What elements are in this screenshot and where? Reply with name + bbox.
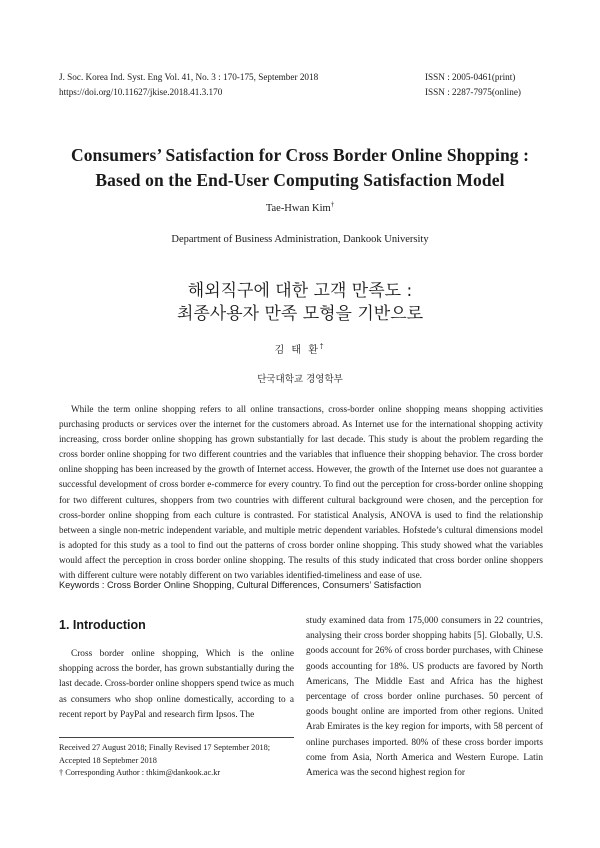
keywords-separator: : <box>99 580 108 590</box>
journal-citation: J. Soc. Korea Ind. Syst. Eng Vol. 41, No. 3 : 170-175, September 2018 <box>59 72 319 82</box>
journal-header <box>59 70 318 100</box>
corresponding-mark: † <box>330 200 335 209</box>
issn-print: ISSN : 2005-0461(print) <box>425 72 516 82</box>
received-date: Received 27 August 2018; Finally Revised 17 September 2018; <box>59 743 271 752</box>
keywords-label: Keywords <box>59 580 100 590</box>
intro-right-column: study examined data from 175,000 consumers in 22 countries, analysing their cross border shopping habits [5]. Globally, U.S. goods account for 26% of cross border purchases, with Chinese goods accounting for 18%. US products are favored by North Americans, The Middle East and Africa has the highest percentage of cross border online purchases. 50 percent of goods bought online are imported from other regions. United Arab Emirates is the key region for imports, with 58 percent of online purchases imported. 80% of these cross border imports come from Asia, North America and Western Europe. Latin America was the second highest region for <box>306 616 543 779</box>
corresponding-mark-ko: † <box>319 342 326 351</box>
title-en-line2: Based on the End-User Computing Satisfaction Model <box>95 170 505 190</box>
author-ko <box>0 341 600 356</box>
title-en-line1: Consumers’ Satisfaction for Cross Border Online Shopping : <box>70 145 530 165</box>
corresponding-author: † Corresponding Author : thkim@dankook.ac.kr <box>59 768 221 777</box>
footnote-divider <box>59 737 294 738</box>
author-en-name: Tae-Hwan Kim <box>265 203 331 214</box>
footnotes <box>59 742 294 780</box>
affiliation-en: Department of Business Administration, Dankook University <box>171 234 429 245</box>
title-ko-line2: 최종사용자 만족 모형을 기반으로 <box>176 304 424 324</box>
issn-block <box>425 70 521 100</box>
doi-link[interactable]: https://doi.org/10.11627/jkise.2018.41.3.170 <box>59 87 223 97</box>
keywords <box>59 580 543 590</box>
paper-title-ko <box>0 280 600 326</box>
author-en <box>0 200 600 214</box>
title-ko-line1: 해외직구에 대한 고객 만족도 : <box>187 281 413 301</box>
keywords-text: Cross Border Online Shopping, Cultural Differences, Consumers’ Satisfaction <box>107 580 422 590</box>
abstract: While the term online shopping refers to all online transactions, cross-border online shopping means shopping activities purchasing products or services over the internet for the customers abroad. As Internet use for the international shopping activity increasing, cross border online shopping has grown substantially for last decade. This study is about the problem regarding the cross border online shopping for two different countries and the variables that influence their shopping behavior. The cross border online shopping has been increased by the growth of Internet access. However, the growth of the Internet use does not guarantee a successful development of cross border e-commerce for every country. To find out the perception for cross-border online shopping for two different cultures, shoppers from two countries with different cultural background were chosen, and the perception for cross-border online shopping from each culture is contrasted. For statistical Analysis, ANOVA is used to find the relationship between a single non-metric independent variable, and multiple metric dependent variables. Hofstede’s cultural dimensions model is adopted for this study as a tool to find out the patterns of cross border online shopping. This study showed what the variables would affect the perception in cross border online shopping. The results of this study indicated that cross border online shoppers with different culture were notably different on two variables identified-timeliness and ease of use. <box>59 404 543 581</box>
section-heading-introduction: 1. Introduction <box>59 618 146 632</box>
affiliation-ko: 단국대학교 경영학부 <box>257 374 343 385</box>
author-ko-name: 김 태 환 <box>274 345 320 356</box>
intro-left-column: Cross border online shopping, Which is the online shopping across the border, has grown substantially during the last decade. Cross-border online shoppers spend twice as much as consumers who shop online domestically, according to a recent report by PayPal and research firm Ipsos. The <box>59 649 294 720</box>
issn-online: ISSN : 2287-7975(online) <box>425 87 521 97</box>
accepted-date: Accepted 18 Septebmer 2018 <box>59 755 157 765</box>
paper-title-en <box>0 143 600 193</box>
